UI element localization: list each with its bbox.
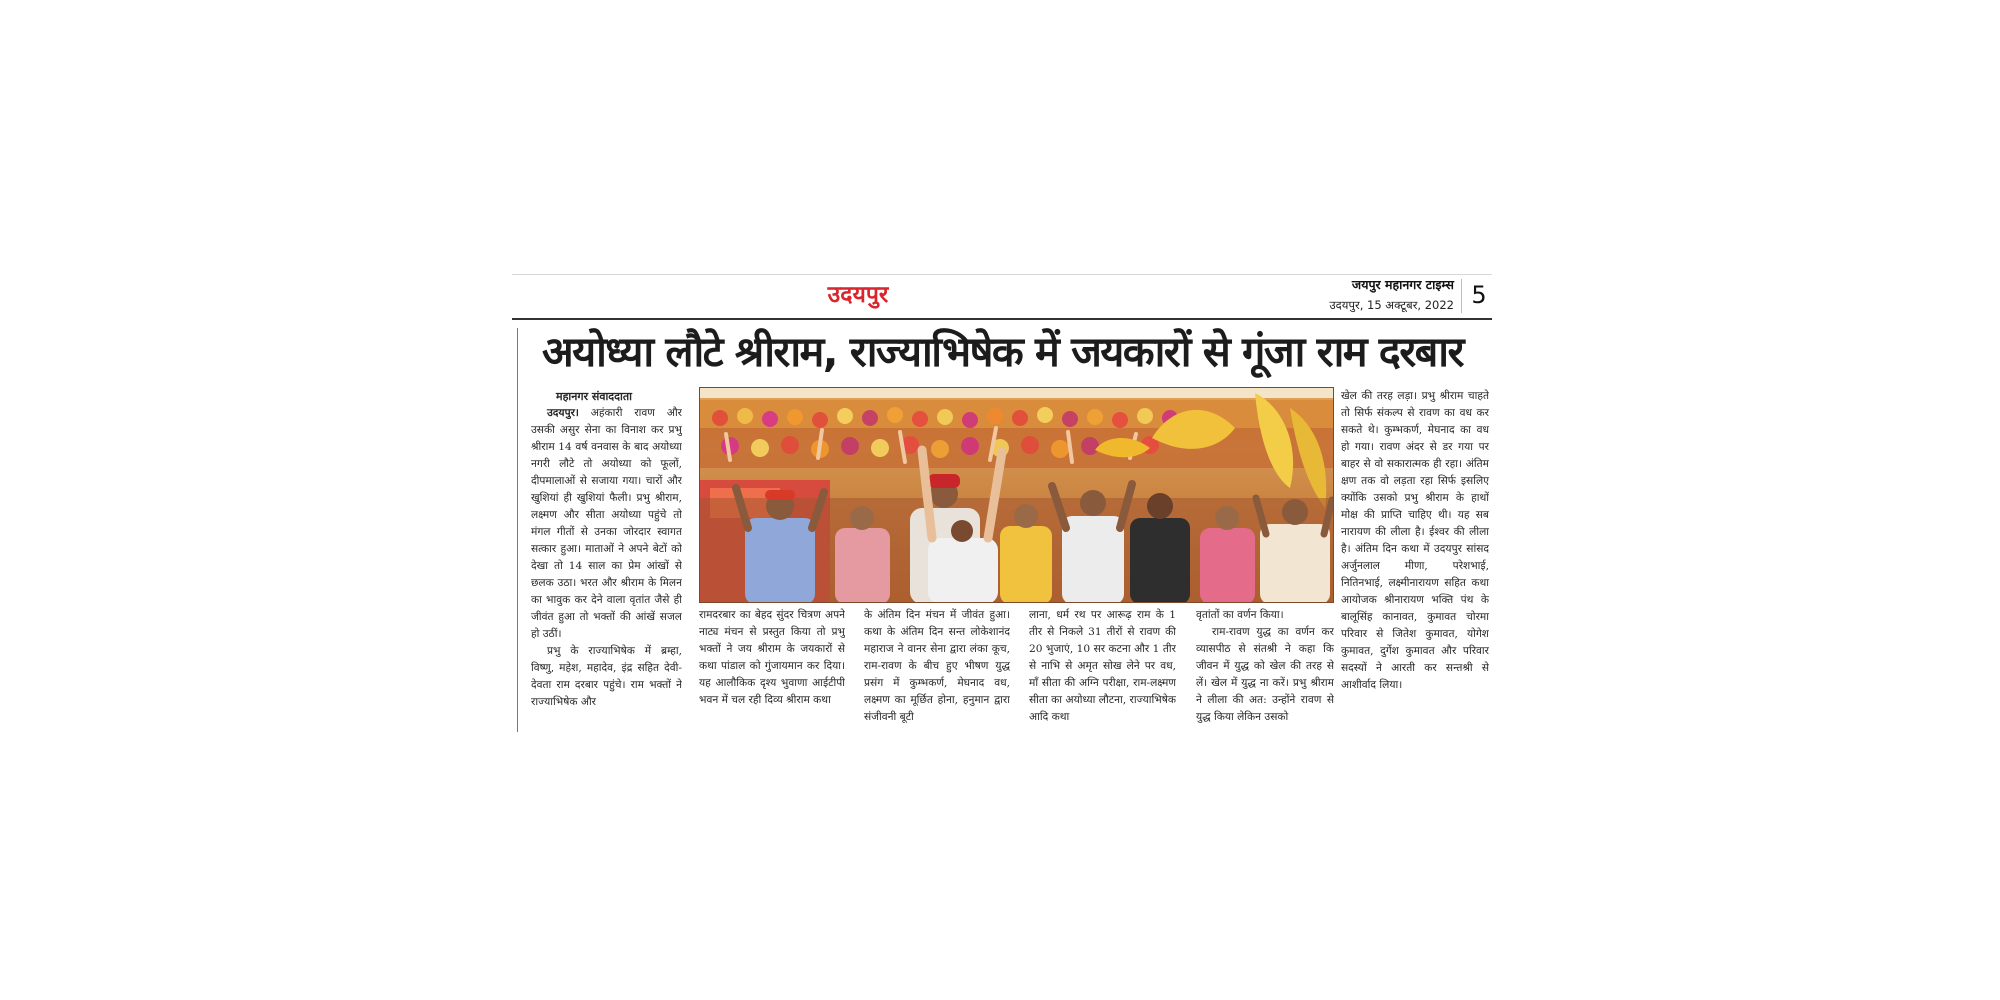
- left-column-rule: [517, 328, 518, 732]
- devotees-crowd-image: [700, 388, 1334, 603]
- paragraph: प्रभु के राज्याभिषेक में ब्रम्हा, विष्णु, महेश, महादेव, इंद्र सहित देवी-देवता राम दरबार पहुंचे। राम भक्तों ने राज्याभिषेक और: [531, 645, 682, 708]
- page-number: 5: [1471, 281, 1487, 309]
- lead-paragraph: [531, 405, 682, 643]
- article-column-3: [864, 607, 1010, 732]
- paragraph: खेल की तरह लड़ा। प्रभु श्रीराम चाहते तो सिर्फ संकल्प से रावण का वध कर सकते थे। कुम्भकर्ण, मेघनाद का वध हो गया। रावण अंदर से डर गया पर बाहर से वो सकारात्मक ही रहा। अंतिम क्षण तक वो लड़ता रहा सिर्फ इसलिए क्योंकि उसको प्रभु श्रीराम के हाथों मोक्ष की प्राप्ति चाहिए थी। यह सब नारायण की लीला है। ईश्वर की लीला है। अंतिम दिन कथा में उदयपुर सांसद अर्जुनलाल मीणा, परेशभाई, नितिनभाई, लक्ष्मीनारायण सहित कथा आयोजक श्रीनारायण भक्ति पंथ के बालूसिंह कानावत, कुमावत चोरमा परिवार से जितेश कुमावत, योगेश कुमावत, दुर्गेश कुमावत और परिवार सदस्यों ने आरती कर सन्तश्री से आशीर्वाद लिया।: [1341, 390, 1489, 691]
- top-rule: [512, 274, 1492, 275]
- article-column-5: [1196, 607, 1334, 732]
- page-number-divider: [1461, 279, 1462, 313]
- newspaper-clipping: [512, 270, 1492, 732]
- paragraph: के अंतिम दिन मंचन में जीवंत हुआ। कथा के अंतिम दिन सन्त लोकेशानंद महाराज ने वानर सेना द्वारा लंका कूच, राम-रावण के बीच हुए भीषण युद्ध प्रसंग में कुम्भकर्ण, मेघनाद वध, लक्ष्मण का मूर्छित होना, हनुमान द्वारा संजीवनी बूटी: [864, 609, 1010, 723]
- paragraph: राम-रावण युद्ध का वर्णन कर व्यासपीठ से संतश्री ने कहा कि जीवन में युद्ध को खेल की तरह से लें। खेल में युद्ध ना करें। प्रभु श्रीराम ने लीला की अत: उन्होंने रावण से युद्ध किया लेकिन उसको: [1196, 626, 1334, 723]
- paragraph: रामदरबार का बेहद सुंदर चित्रण अपने नाट्य मंचन से प्रस्तुत किया तो प्रभु भक्तों ने जय श्रीराम के जयकारों से कथा पांडाल को गुंजायमान कर दिया। यह आलौकिक दृश्य भुवाणा आईटीपी भवन में चल रही दिव्य श्रीराम कथा: [699, 609, 845, 706]
- article-column-2: [699, 607, 845, 732]
- newspaper-name: जयपुर महानगर टाइम्स: [1351, 277, 1454, 292]
- event-photo: [699, 387, 1334, 603]
- article-headline: अयोध्या लौटे श्रीराम, राज्याभिषेक में जयकारों से गूंजा राम दरबार: [542, 327, 1463, 376]
- byline: महानगर संवाददाता: [556, 390, 632, 403]
- lead-text: अहंकारी रावण और उसकी असुर सेना का विनाश कर प्रभु श्रीराम 14 वर्ष वनवास के बाद अयोध्या नगरी लौटे तो अयोध्या को फूलों, दीपमालाओं से सजाया गया। चारों और खुशियां ही खुशियां फैली। प्रभु श्रीराम, लक्ष्मण और सीता अयोध्या पहुंचे तो मंगल गीतों से उनका जोरदार स्वागत सत्कार हुआ। माताओं ने अपने बेटों को देखा तो 14 साल का प्रेम आंखों से छलक उठा। भरत और श्रीराम के मिलन का भावुक कर देने वाला वृतांत जैसे ही जीवंत हुआ तो भक्तों की आंखें सजल हो उठीं।: [531, 407, 682, 640]
- paragraph: लाना, धर्म रथ पर आरूढ़ राम के 1 तीर से निकले 31 तीरों से रावण की 20 भुजाएं, 10 सर कटना और 1 तीर से नाभि से अमृत सोख लेने पर वध, माँ सीता की अग्नि परीक्षा, राम-लक्ष्मण सीता का अयोध्या लौटना, राज्याभिषेक आदि कथा: [1029, 609, 1176, 723]
- header-rule: [512, 318, 1492, 320]
- issue-dateline: उदयपुर, 15 अक्टूबर, 2022: [1329, 298, 1454, 312]
- paragraph: वृतांतों का वर्णन किया।: [1196, 609, 1284, 621]
- article-column-4: [1029, 607, 1176, 732]
- article-column-6: [1341, 388, 1489, 732]
- section-city-label: उदयपुर: [827, 282, 889, 308]
- lead-city: उदयपुर।: [547, 407, 579, 419]
- article-column-1: [531, 388, 682, 732]
